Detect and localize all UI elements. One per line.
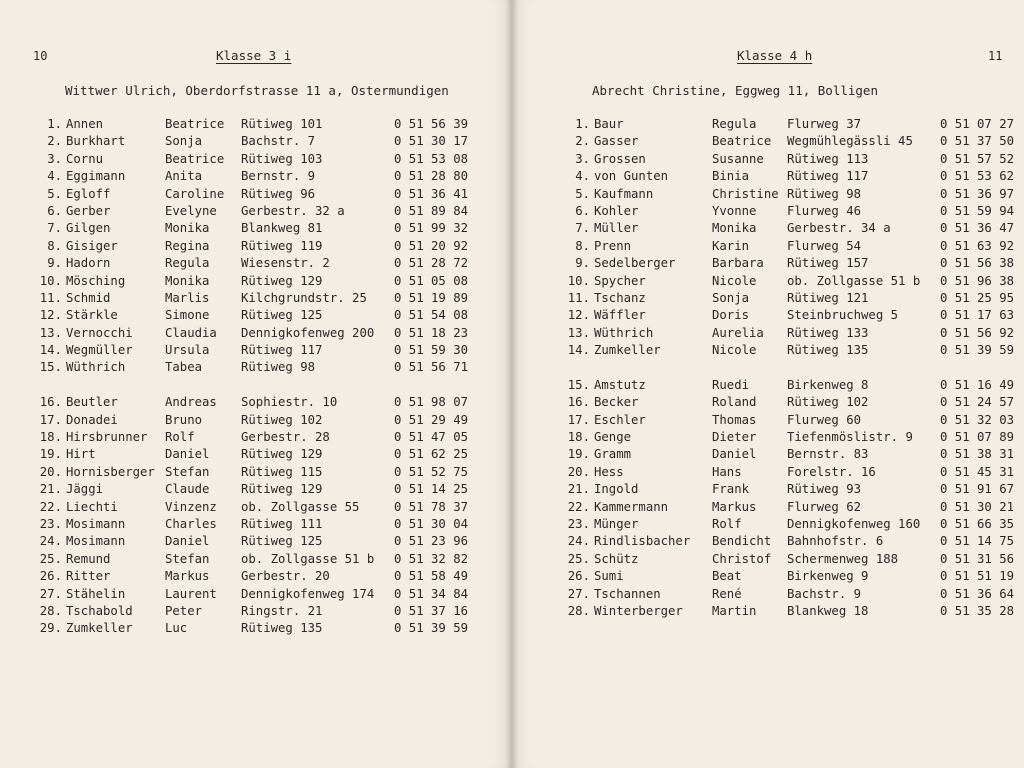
first-name: René (712, 586, 742, 601)
page-number: 10 (33, 49, 48, 63)
phone-number: 0 51 45 31 (940, 464, 1015, 479)
first-name: Binia (712, 169, 750, 184)
last-name: Mosimann (66, 534, 126, 549)
address: Dennigkofenweg 160 (787, 516, 921, 531)
last-name: Gerber (66, 203, 111, 218)
address: Flurweg 37 (787, 117, 862, 131)
row-number: 11. (567, 290, 590, 305)
address: Rütiweg 117 (241, 343, 323, 358)
address: Bernstr. 83 (787, 447, 869, 462)
first-name: Barbara (712, 256, 764, 271)
first-name: Martin (712, 603, 757, 618)
row-number: 5. (47, 186, 62, 201)
first-name: Doris (712, 308, 750, 323)
row-number: 4. (47, 169, 62, 184)
first-name: Peter (165, 603, 203, 618)
phone-number: 0 51 36 97 (940, 186, 1015, 201)
row-number: 7. (575, 221, 590, 236)
phone-number: 0 51 16 49 (940, 377, 1015, 392)
row-number: 18. (39, 430, 62, 445)
phone-number: 0 51 78 37 (394, 499, 469, 514)
address: Rütiweg 103 (241, 151, 323, 166)
last-name: Wüthrich (594, 325, 654, 340)
row-number: 19. (39, 447, 62, 462)
phone-number: 0 51 59 30 (394, 343, 469, 358)
phone-number: 0 51 98 07 (394, 395, 469, 410)
first-name: Luc (165, 621, 188, 636)
address: Bachstr. 9 (787, 586, 862, 601)
row-number: 3. (575, 151, 590, 166)
last-name: Annen (66, 117, 104, 131)
row-number: 14. (567, 343, 590, 358)
row-number: 5. (575, 186, 590, 201)
first-name: Bruno (165, 412, 203, 427)
address: Sophiestr. 10 (241, 395, 338, 410)
address: Rütiweg 157 (787, 256, 869, 271)
row-number: 22. (567, 499, 590, 514)
last-name: Baur (594, 117, 624, 131)
right-page (512, 0, 1024, 768)
address: Rütiweg 98 (241, 360, 316, 375)
last-name: Gisiger (66, 238, 118, 253)
phone-number: 0 51 32 82 (394, 551, 469, 566)
address: Forelstr. 16 (787, 464, 876, 479)
first-name: Simone (165, 308, 210, 323)
last-name: Ingold (594, 482, 639, 497)
row-number: 23. (567, 516, 590, 531)
row-number: 15. (567, 377, 590, 392)
row-number: 19. (567, 447, 590, 462)
last-name: Rindlisbacher (594, 534, 691, 549)
address: Rütiweg 119 (241, 238, 323, 253)
last-name: Burkhart (66, 134, 126, 149)
row-number: 21. (39, 482, 62, 497)
address: Wegmühlegässli 45 (787, 134, 913, 149)
last-name: Genge (594, 430, 632, 445)
first-name: Ruedi (712, 377, 750, 392)
phone-number: 0 51 66 35 (940, 516, 1015, 531)
address: Rütiweg 117 (787, 169, 869, 184)
row-number: 24. (39, 534, 62, 549)
first-name: Roland (712, 395, 757, 410)
first-name: Susanne (712, 151, 764, 166)
phone-number: 0 51 05 08 (394, 273, 469, 288)
row-number: 4. (575, 169, 590, 184)
last-name: Hess (594, 464, 624, 479)
first-name: Frank (712, 482, 750, 497)
last-name: Müller (594, 221, 639, 236)
phone-number: 0 51 32 03 (940, 412, 1015, 427)
address: Rütiweg 102 (787, 395, 869, 410)
first-name: Laurent (165, 586, 217, 601)
last-name: Kohler (594, 203, 639, 218)
phone-number: 0 51 57 52 (940, 151, 1015, 166)
address: Rütiweg 129 (241, 447, 323, 462)
address: Bachstr. 7 (241, 134, 316, 149)
phone-number: 0 51 18 23 (394, 325, 469, 340)
phone-number: 0 51 36 64 (940, 586, 1015, 601)
row-number: 26. (567, 569, 590, 584)
phone-number: 0 51 35 28 (940, 603, 1015, 618)
first-name: Markus (165, 569, 210, 584)
first-name: Nicole (712, 343, 757, 358)
first-name: Daniel (712, 447, 757, 462)
first-name: Yvonne (712, 203, 757, 218)
phone-number: 0 51 89 84 (394, 203, 469, 218)
address: Flurweg 60 (787, 412, 862, 427)
first-name: Sonja (165, 134, 203, 149)
first-name: Regina (165, 238, 210, 253)
phone-number: 0 51 39 59 (394, 621, 469, 636)
last-name: Zumkeller (594, 343, 661, 358)
first-name: Regula (712, 117, 757, 131)
last-name: Münger (594, 516, 639, 531)
last-name: Spycher (594, 273, 646, 288)
row-number: 23. (39, 516, 62, 531)
first-name: Aurelia (712, 325, 764, 340)
phone-number: 0 51 53 08 (394, 151, 469, 166)
address: Wiesenstr. 2 (241, 256, 330, 271)
address: Rütiweg 102 (241, 412, 323, 427)
first-name: Sonja (712, 290, 750, 305)
address: Bahnhofstr. 6 (787, 534, 884, 549)
address: ob. Zollgasse 55 (241, 499, 360, 514)
phone-number: 0 51 30 04 (394, 516, 469, 531)
row-number: 1. (47, 117, 62, 131)
last-name: Wäffler (594, 308, 646, 323)
book-gutter (506, 0, 518, 768)
phone-number: 0 51 07 27 (940, 117, 1015, 131)
last-name: Gilgen (66, 221, 111, 236)
row-number: 9. (575, 256, 590, 271)
first-name: Vinzenz (165, 499, 217, 514)
last-name: Grossen (594, 151, 646, 166)
first-name: Beatrice (712, 134, 772, 149)
address: Flurweg 46 (787, 203, 862, 218)
phone-number: 0 51 53 62 (940, 169, 1015, 184)
row-number: 7. (47, 221, 62, 236)
last-name: Stärkle (66, 308, 118, 323)
phone-number: 0 51 28 72 (394, 256, 469, 271)
first-name: Thomas (712, 412, 757, 427)
phone-number: 0 51 58 49 (394, 569, 469, 584)
address: Blankweg 18 (787, 603, 869, 618)
first-name: Beatrice (165, 151, 225, 166)
last-name: Tschannen (594, 586, 661, 601)
first-name: Daniel (165, 447, 210, 462)
row-number: 27. (39, 586, 62, 601)
phone-number: 0 51 96 38 (940, 273, 1015, 288)
address: Rütiweg 96 (241, 186, 316, 201)
phone-number: 0 51 62 25 (394, 447, 469, 462)
phone-number: 0 51 52 75 (394, 464, 469, 479)
last-name: Sedelberger (594, 256, 676, 271)
row-number: 27. (567, 586, 590, 601)
last-name: Beutler (66, 395, 118, 410)
first-name: Rolf (712, 516, 742, 531)
first-name: Beatrice (165, 117, 225, 131)
phone-number: 0 51 14 25 (394, 482, 469, 497)
row-number: 16. (39, 395, 62, 410)
row-number: 17. (567, 412, 590, 427)
phone-number: 0 51 91 67 (940, 482, 1015, 497)
address: Rütiweg 98 (787, 186, 862, 201)
first-name: Charles (165, 516, 217, 531)
first-name: Andreas (165, 395, 217, 410)
last-name: Wegmüller (66, 343, 133, 358)
row-number: 24. (567, 534, 590, 549)
row-number: 6. (575, 203, 590, 218)
row-number: 2. (575, 134, 590, 149)
last-name: Mosimann (66, 516, 126, 531)
first-name: Christof (712, 551, 772, 566)
row-number: 18. (567, 430, 590, 445)
phone-number: 0 51 36 47 (940, 221, 1015, 236)
address: Gerbestr. 32 a (241, 203, 345, 218)
address: ob. Zollgasse 51 b (787, 273, 921, 288)
address: Rütiweg 111 (241, 516, 323, 531)
address: Ringstr. 21 (241, 603, 323, 618)
first-name: Markus (712, 499, 757, 514)
last-name: Zumkeller (66, 621, 133, 636)
phone-number: 0 51 63 92 (940, 238, 1015, 253)
phone-number: 0 51 37 50 (940, 134, 1015, 149)
first-name: Nicole (712, 273, 757, 288)
row-number: 10. (567, 273, 590, 288)
page-number: 11 (988, 49, 1003, 63)
last-name: Schmid (66, 290, 111, 305)
row-number: 10. (39, 273, 62, 288)
last-name: Winterberger (594, 603, 683, 618)
row-number: 25. (567, 551, 590, 566)
phone-number: 0 51 07 89 (940, 430, 1015, 445)
last-name: Hirt (66, 447, 96, 462)
address: Gerbestr. 28 (241, 430, 330, 445)
row-number: 12. (567, 308, 590, 323)
first-name: Karin (712, 238, 750, 253)
row-number: 25. (39, 551, 62, 566)
first-name: Hans (712, 464, 742, 479)
first-name: Beat (712, 569, 742, 584)
row-number: 22. (39, 499, 62, 514)
address: Gerbestr. 34 a (787, 221, 891, 236)
row-number: 20. (567, 464, 590, 479)
address: Steinbruchweg 5 (787, 308, 899, 323)
row-number: 21. (567, 482, 590, 497)
first-name: Monika (165, 221, 210, 236)
last-name: Egloff (66, 186, 111, 201)
phone-number: 0 51 31 56 (940, 551, 1015, 566)
last-name: Sumi (594, 569, 624, 584)
phone-number: 0 51 24 57 (940, 395, 1015, 410)
last-name: Hadorn (66, 256, 111, 271)
row-number: 13. (39, 325, 62, 340)
last-name: Stähelin (66, 586, 126, 601)
address: Rütiweg 135 (241, 621, 323, 636)
row-number: 11. (39, 290, 62, 305)
last-name: Cornu (66, 151, 104, 166)
phone-number: 0 51 17 63 (940, 308, 1015, 323)
first-name: Rolf (165, 430, 195, 445)
first-name: Evelyne (165, 203, 217, 218)
phone-number: 0 51 19 89 (394, 290, 469, 305)
last-name: Remund (66, 551, 111, 566)
phone-number: 0 51 28 80 (394, 169, 469, 184)
address: Kilchgrundstr. 25 (241, 290, 367, 305)
phone-number: 0 51 38 31 (940, 447, 1015, 462)
first-name: Ursula (165, 343, 210, 358)
address: Rütiweg 101 (241, 117, 323, 131)
address: Rütiweg 135 (787, 343, 869, 358)
phone-number: 0 51 29 49 (394, 412, 469, 427)
row-number: 1. (575, 117, 590, 131)
address: Flurweg 54 (787, 238, 862, 253)
last-name: Vernocchi (66, 325, 133, 340)
row-number: 8. (575, 238, 590, 253)
address: Birkenweg 8 (787, 377, 869, 392)
address: Rütiweg 129 (241, 273, 323, 288)
address: Schermenweg 188 (787, 551, 899, 566)
class-title: Klasse 3 i (216, 48, 292, 63)
last-name: Mösching (66, 273, 126, 288)
last-name: Liechti (66, 499, 118, 514)
row-number: 26. (39, 569, 62, 584)
last-name: Tschabold (66, 603, 133, 618)
row-number: 6. (47, 203, 62, 218)
last-name: Hornisberger (66, 464, 155, 479)
address: ob. Zollgasse 51 b (241, 551, 375, 566)
first-name: Christine (712, 186, 779, 201)
phone-number: 0 51 56 71 (394, 360, 469, 375)
first-name: Regula (165, 256, 210, 271)
phone-number: 0 51 30 21 (940, 499, 1015, 514)
first-name: Caroline (165, 186, 225, 201)
row-number: 12. (39, 308, 62, 323)
first-name: Marlis (165, 290, 210, 305)
phone-number: 0 51 99 32 (394, 221, 469, 236)
phone-number: 0 51 20 92 (394, 238, 469, 253)
phone-number: 0 51 56 38 (940, 256, 1015, 271)
row-number: 15. (39, 360, 62, 375)
row-number: 9. (47, 256, 62, 271)
address: Rütiweg 125 (241, 308, 323, 323)
first-name: Stefan (165, 464, 210, 479)
last-name: von Gunten (594, 169, 669, 184)
address: Rütiweg 115 (241, 464, 323, 479)
last-name: Hirsbrunner (66, 430, 148, 445)
address: Bernstr. 9 (241, 169, 316, 184)
row-number: 29. (39, 621, 62, 636)
class-title: Klasse 4 h (737, 48, 813, 63)
row-number: 17. (39, 412, 62, 427)
last-name: Becker (594, 395, 639, 410)
first-name: Claude (165, 482, 210, 497)
phone-number: 0 51 14 75 (940, 534, 1015, 549)
last-name: Jäggi (66, 482, 104, 497)
phone-number: 0 51 47 05 (394, 430, 469, 445)
last-name: Prenn (594, 238, 632, 253)
address: Rütiweg 129 (241, 482, 323, 497)
teacher-line: Abrecht Christine, Eggweg 11, Bolligen (592, 83, 878, 98)
phone-number: 0 51 25 95 (940, 290, 1015, 305)
last-name: Gramm (594, 447, 632, 462)
last-name: Kammermann (594, 499, 669, 514)
address: Rütiweg 133 (787, 325, 869, 340)
last-name: Eschler (594, 412, 646, 427)
first-name: Dieter (712, 430, 757, 445)
last-name: Schütz (594, 551, 639, 566)
last-name: Gasser (594, 134, 639, 149)
phone-number: 0 51 30 17 (394, 134, 469, 149)
phone-number: 0 51 23 96 (394, 534, 469, 549)
row-number: 13. (567, 325, 590, 340)
address: Birkenweg 9 (787, 569, 869, 584)
phone-number: 0 51 34 84 (394, 586, 469, 601)
first-name: Bendicht (712, 534, 772, 549)
row-number: 28. (567, 603, 590, 618)
phone-number: 0 51 59 94 (940, 203, 1015, 218)
last-name: Ritter (66, 569, 111, 584)
address: Rütiweg 93 (787, 482, 862, 497)
row-number: 20. (39, 464, 62, 479)
last-name: Amstutz (594, 377, 646, 392)
phone-number: 0 51 54 08 (394, 308, 469, 323)
phone-number: 0 51 56 92 (940, 325, 1015, 340)
phone-number: 0 51 39 59 (940, 343, 1015, 358)
last-name: Eggimann (66, 169, 126, 184)
address: Flurweg 62 (787, 499, 862, 514)
first-name: Stefan (165, 551, 210, 566)
row-number: 16. (567, 395, 590, 410)
last-name: Kaufmann (594, 186, 654, 201)
first-name: Claudia (165, 325, 217, 340)
teacher-line: Wittwer Ulrich, Oberdorfstrasse 11 a, Ostermundigen (65, 83, 449, 98)
phone-number: 0 51 51 19 (940, 569, 1015, 584)
address: Rütiweg 125 (241, 534, 323, 549)
address: Dennigkofenweg 200 (241, 325, 375, 340)
address: Rütiweg 113 (787, 151, 869, 166)
row-number: 8. (47, 238, 62, 253)
row-number: 14. (39, 343, 62, 358)
phone-number: 0 51 36 41 (394, 186, 469, 201)
last-name: Tschanz (594, 290, 646, 305)
first-name: Monika (712, 221, 757, 236)
address: Rütiweg 121 (787, 290, 869, 305)
row-number: 3. (47, 151, 62, 166)
last-name: Donadei (66, 412, 118, 427)
address: Dennigkofenweg 174 (241, 586, 375, 601)
row-number: 2. (47, 134, 62, 149)
address: Gerbestr. 20 (241, 569, 330, 584)
row-number: 28. (39, 603, 62, 618)
phone-number: 0 51 56 39 (394, 117, 469, 131)
address: Tiefenmöslistr. 9 (787, 430, 913, 445)
first-name: Tabea (165, 360, 203, 375)
last-name: Wüthrich (66, 360, 126, 375)
phone-number: 0 51 37 16 (394, 603, 469, 618)
first-name: Anita (165, 169, 203, 184)
address: Blankweg 81 (241, 221, 323, 236)
first-name: Monika (165, 273, 210, 288)
first-name: Daniel (165, 534, 210, 549)
